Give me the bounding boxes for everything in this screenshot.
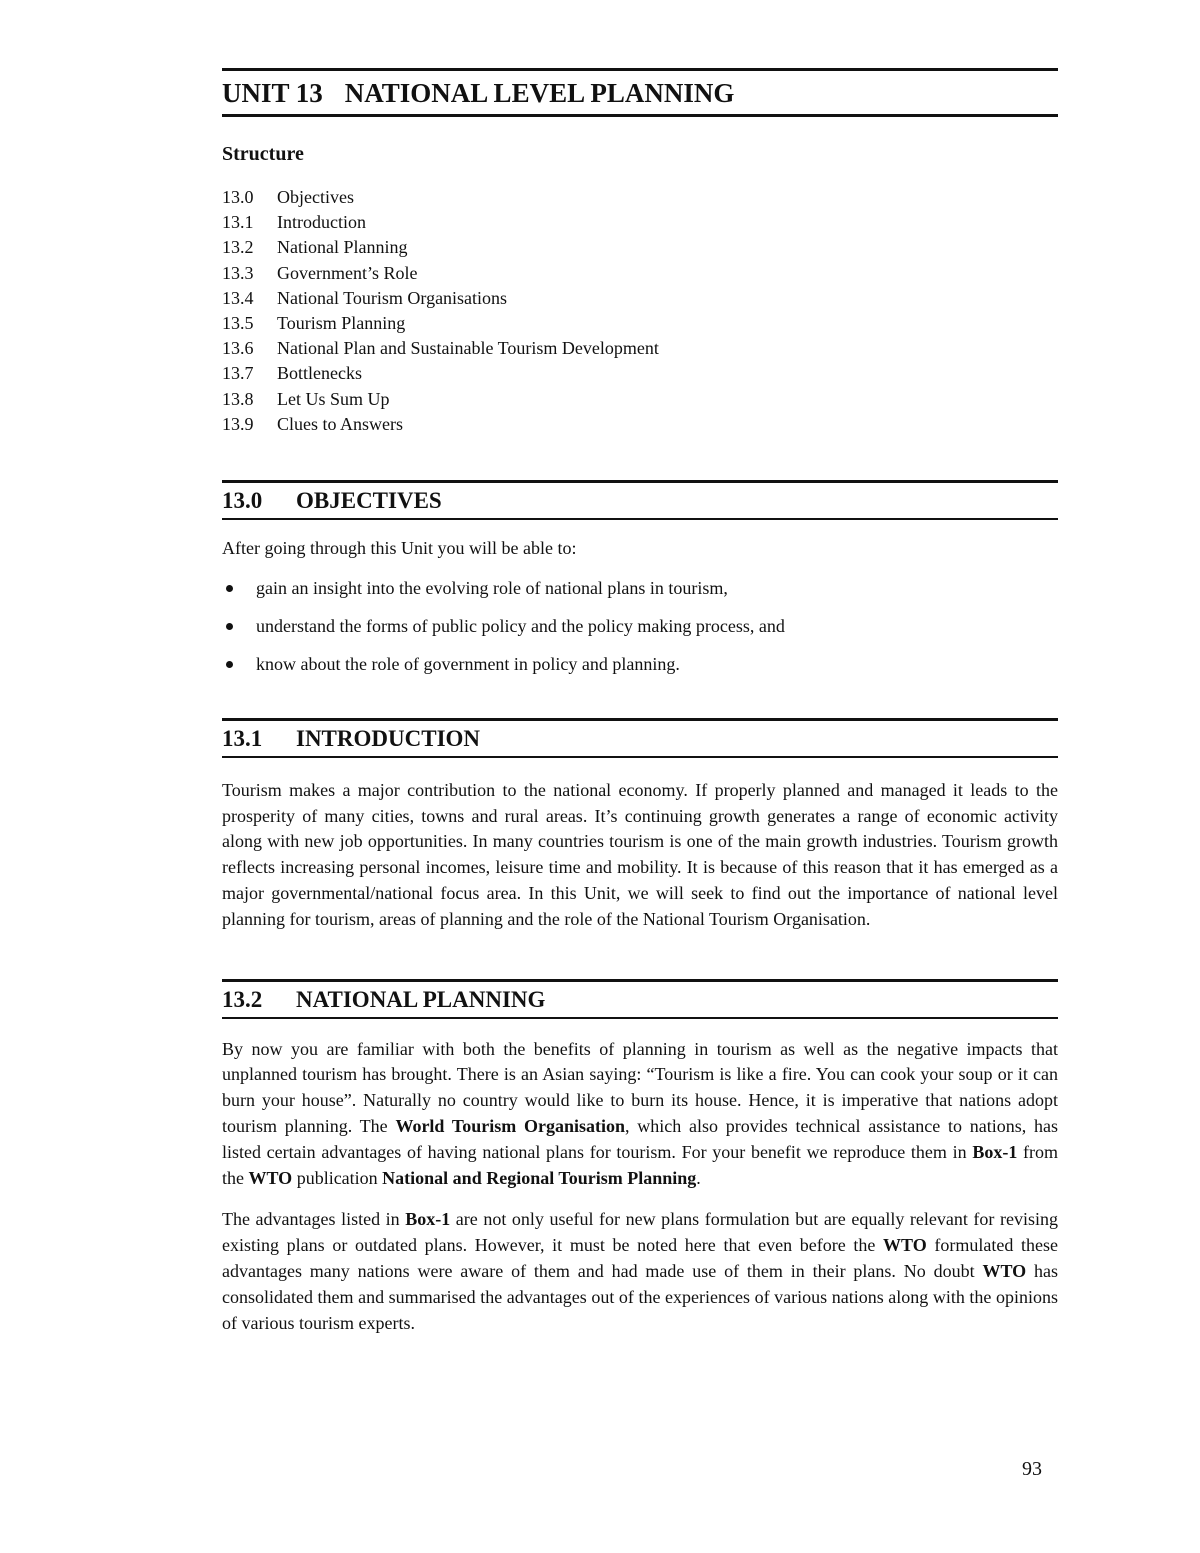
objectives-bottom-rule [222,518,1058,520]
toc-item: 13.4 National Tourism Organisations [222,287,508,308]
unit-title-text: NATIONAL LEVEL PLANNING [344,78,735,108]
objective-item: know about the role of government in policy and planning. [222,652,1058,676]
page-number: 93 [1022,1458,1042,1480]
national-planning-paragraph-2: The advantages listed in Box-1 are not only useful for new plans formulation but are equally relevant for revising existing plans or outdated plans. However, it must be noted here that even before the WTO formulated these advantages many nations were aware of them and had made use of them in their plans. No doubt WTO has consolidated them and summarised the advantages out of the experiences of various nations along with the opinions of various tourism experts. [222,1209,1058,1333]
bullet-icon [226,661,233,668]
national-planning-paragraph-1: By now you are familiar with both the benefits of planning in tourism as well as the negative impacts that unplanned tourism has brought. There is an Asian saying: “Tourism is like a fire. You can cook your soup or it can burn your house”. Naturally no country would like to burn its house. Hence, it is imperative that nations adopt tourism planning. The World Tourism Organisation, which also provides technical assistance to nations, has listed certain advantages of having national plans for tourism. For your benefit we reproduce them in Box-1 from the WTO publication National and Regional Tourism Planning. [222,1038,1058,1188]
toc-item: 13.5 Tourism Planning [222,313,406,334]
objective-item: gain an insight into the evolving role of national plans in tourism, [222,576,1058,600]
introduction-paragraph: Tourism makes a major contribution to the national economy. If properly planned and managed it leads to the prosperity of many cities, towns and rural areas. It’s continuing growth generates a range of economic activity along with new job opportunities. In many countries tourism is one of the main growth industries. Tourism growth reflects increasing personal incomes, leisure time and mobility. It is because of this reason that it has emerged as a major governmental/national focus area. In this Unit, we will seek to find out the importance of national level planning for tourism, areas of planning and the role of the National Tourism Organisation. [222,779,1058,929]
structure-list [222,185,1058,437]
objectives-list [222,576,1058,676]
toc-item: 13.7 Bottlenecks [222,363,362,384]
toc-item: 13.0 Objectives [222,187,354,207]
toc-item: 13.8 Let Us Sum Up [222,388,390,409]
objective-item: understand the forms of public policy and the policy making process, and [222,614,1058,638]
national-planning-heading: 13.2 NATIONAL PLANNING [222,986,546,1012]
bullet-icon [226,585,233,592]
national-planning-bottom-rule [222,1017,1058,1019]
bullet-icon [226,623,233,630]
toc-item: 13.3 Government’s Role [222,262,418,283]
structure-label: Structure [222,143,304,165]
toc-item: 13.6 National Plan and Sustainable Tourism Development [222,338,659,359]
unit-title [222,71,1058,114]
objectives-heading: 13.0 OBJECTIVES [222,488,442,514]
introduction-bottom-rule [222,756,1058,758]
toc-item: 13.9 Clues to Answers [222,413,403,434]
unit-number: UNIT 13 [222,78,323,108]
page-content [222,68,1058,1336]
objectives-intro: After going through this Unit you will be able to: [222,538,577,559]
unit-bottom-rule [222,114,1058,117]
toc-item: 13.1 Introduction [222,212,366,233]
introduction-heading: 13.1 INTRODUCTION [222,725,481,751]
toc-item: 13.2 National Planning [222,237,408,258]
